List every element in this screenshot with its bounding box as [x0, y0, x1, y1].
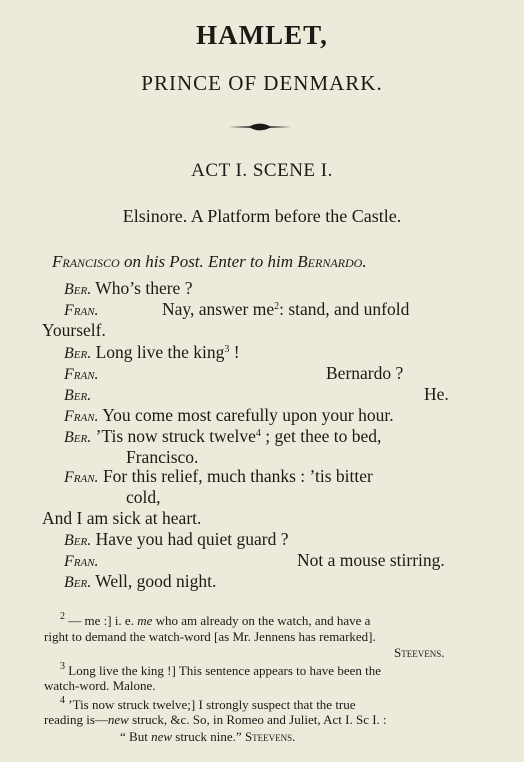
- footnote-3-line-2: watch-word. Malone.: [44, 678, 156, 693]
- footnote-number: 4: [60, 695, 65, 706]
- footnote-4-line-2: [44, 712, 387, 728]
- footnote-4-signature: Steevens.: [244, 729, 296, 744]
- speaker-label: Ber.: [64, 281, 92, 298]
- line-text: Bernardo ?: [326, 363, 404, 383]
- footnote-text: ’Tis now struck twelve;] I strongly suspect that the true: [65, 697, 356, 712]
- dialogue-line: [64, 342, 240, 363]
- line-text: Long live the king: [95, 342, 225, 362]
- footnote-text: who am already on the watch, and have a: [152, 613, 371, 628]
- footnote-2-signature: Steevens.: [394, 645, 445, 660]
- line-text: cold,: [126, 487, 161, 507]
- line-text: !: [229, 342, 240, 362]
- footnote-emphasis: me: [137, 613, 153, 628]
- speaker-label: Ber.: [64, 429, 92, 446]
- footnote-4-line-3: [120, 729, 295, 745]
- dialogue-line: [64, 278, 192, 299]
- footnote-ref: 2: [274, 301, 280, 312]
- footnote-2-line-2: right to demand the watch-word [as Mr. Jennens has remarked].: [44, 629, 376, 644]
- line-text: ’Tis now struck twelve: [95, 426, 256, 446]
- footnote-number: 3: [60, 661, 65, 672]
- play-subtitle: PRINCE OF DENMARK.: [141, 71, 383, 95]
- stage-text: .: [362, 252, 367, 271]
- character-name: Francisco: [52, 252, 120, 271]
- line-text: Well, good night.: [95, 571, 217, 591]
- line-text: And I am sick at heart.: [42, 508, 202, 528]
- dialogue-line: [64, 405, 394, 426]
- footnote-3: [60, 661, 381, 679]
- footnote-text: reading is—: [44, 712, 108, 727]
- dialogue-line: [64, 426, 381, 447]
- line-text: Yourself.: [42, 320, 106, 340]
- stage-direction: [52, 252, 367, 272]
- dialogue-line: [42, 320, 106, 341]
- speaker-label: Fran.: [64, 469, 99, 486]
- footnote-text: struck, &c. So, in Romeo and Juliet, Act I. Sc I. :: [128, 712, 387, 727]
- speaker-label: Ber.: [64, 345, 92, 362]
- dialogue-line: [126, 487, 161, 508]
- footnote-emphasis: new: [107, 712, 129, 727]
- line-text: For this relief, much thanks : ’tis bitter: [102, 466, 373, 486]
- dialogue-line: [64, 529, 289, 550]
- footnote-text: struck nine.”: [172, 729, 245, 744]
- dialogue-line-text: [297, 550, 445, 571]
- act-scene-heading: ACT I. SCENE I.: [191, 160, 333, 181]
- footnote-ref: 3: [224, 344, 230, 355]
- speaker-label: Fran.: [64, 302, 99, 319]
- play-title: HAMLET,: [196, 20, 328, 50]
- line-text: You come most carefully upon your hour.: [102, 405, 394, 425]
- dialogue-line: [64, 550, 99, 571]
- dialogue-line: [126, 447, 198, 468]
- dialogue-line: [64, 299, 99, 320]
- speaker-label: Ber.: [64, 387, 92, 404]
- dialogue-line: [64, 363, 99, 384]
- dialogue-line-text: [162, 299, 409, 320]
- speaker-label: Fran.: [64, 553, 99, 570]
- footnote-emphasis: new: [151, 729, 173, 744]
- line-text: ; get thee to bed,: [260, 426, 382, 446]
- line-text: Nay, answer me: [162, 299, 275, 319]
- line-text: Who’s there ?: [95, 278, 193, 298]
- footnote-text: — me :] i. e.: [65, 613, 138, 628]
- speaker-label: Ber.: [64, 532, 92, 549]
- line-text: He.: [424, 384, 449, 404]
- line-text: Not a mouse stirring.: [297, 550, 445, 570]
- ornament-divider: [228, 122, 292, 132]
- line-text: : stand, and unfold: [279, 299, 410, 319]
- character-name: Bernardo: [297, 252, 363, 271]
- stage-text: on his Post. Enter to him: [119, 252, 298, 271]
- line-text: Francisco.: [126, 447, 199, 467]
- footnote-text: Long live the king !] This sentence appears to have been the: [65, 663, 381, 678]
- footnote-4: [60, 695, 356, 713]
- dialogue-line-text: [424, 384, 449, 405]
- scene-setting: Elsinore. A Platform before the Castle.: [122, 206, 402, 226]
- dialogue-line: [42, 508, 201, 529]
- speaker-label: Ber.: [64, 574, 92, 591]
- line-text: Have you had quiet guard ?: [95, 529, 289, 549]
- dialogue-line: [64, 384, 91, 405]
- dialogue-line: [64, 571, 216, 592]
- footnote-2: [60, 611, 370, 629]
- dialogue-line: [64, 466, 373, 487]
- dialogue-line-text: [326, 363, 403, 384]
- speaker-label: Fran.: [64, 408, 99, 425]
- footnote-text: “ But: [120, 729, 152, 744]
- speaker-label: Fran.: [64, 366, 99, 383]
- footnote-number: 2: [60, 611, 65, 622]
- footnote-ref: 4: [255, 428, 261, 439]
